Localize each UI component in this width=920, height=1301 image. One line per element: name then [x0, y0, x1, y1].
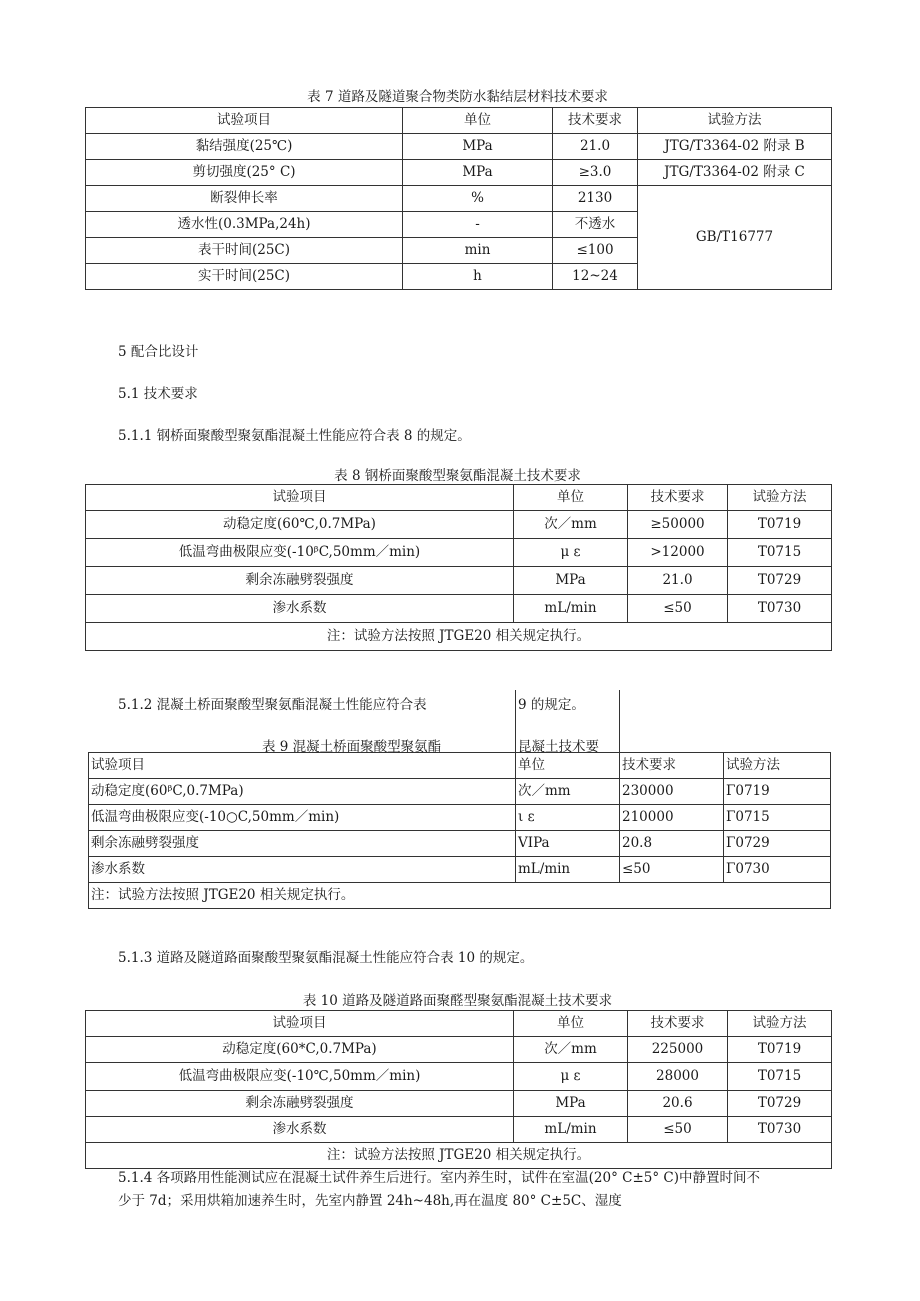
table-header-row	[86, 108, 832, 134]
table-cell: 黏结强度(25℃)	[86, 134, 403, 160]
table8	[85, 484, 832, 651]
header-cell: 试验方法	[724, 753, 831, 779]
paragraph-513: 5.1.3 道路及隧道路面聚酸型聚氨酯混凝土性能应符合表 10 的规定。	[118, 950, 534, 966]
paragraph-512-continuation: 9 的规定。	[518, 697, 585, 713]
table-cell: 剪切强度(25° C)	[86, 160, 403, 186]
table-cell: T0729	[728, 1091, 832, 1117]
table-cell: %	[403, 186, 553, 212]
table-row	[86, 1063, 832, 1091]
table-cell: 次／mm	[514, 511, 628, 539]
header-cell: 试验项目	[86, 108, 403, 134]
table-cell: >12000	[628, 539, 728, 567]
table-cell: 28000	[628, 1063, 728, 1091]
table-cell: 透水性(0.3MPa,24h)	[86, 212, 403, 238]
table-row	[89, 831, 831, 857]
table-row	[86, 567, 832, 595]
table-cell: T0715	[728, 1063, 832, 1091]
table-note: 注：试验方法按照 JTGE20 相关规定执行。	[86, 623, 832, 651]
header-cell: 试验方法	[728, 1011, 832, 1037]
table-cell: 动稳定度(60℃,0.7MPa)	[86, 511, 514, 539]
table8-caption: 表 8 钢桥面聚酸型聚氨酯混凝土技术要求	[334, 468, 581, 484]
table-row	[86, 1037, 832, 1063]
section-heading: 5 配合比设计	[118, 344, 199, 360]
paragraph-512: 5.1.2 混凝土桥面聚酸型聚氨酯混凝土性能应符合表	[118, 697, 427, 713]
table-row	[86, 539, 832, 567]
table-cell: ≤50	[628, 595, 728, 623]
table-cell: ≥3.0	[553, 160, 638, 186]
header-cell: 单位	[403, 108, 553, 134]
table-row	[86, 1091, 832, 1117]
table-cell: Γ0730	[724, 857, 831, 883]
table-cell: ι ε	[516, 805, 620, 831]
table-cell: 21.0	[553, 134, 638, 160]
header-cell: 单位	[514, 1011, 628, 1037]
table-cell: μ ε	[514, 1063, 628, 1091]
table-note-row	[86, 1143, 832, 1169]
header-cell: 技术要求	[620, 753, 724, 779]
table-cell: ≤50	[620, 857, 724, 883]
table-row	[86, 160, 832, 186]
table-cell: VIPa	[516, 831, 620, 857]
table-header-row	[86, 1011, 832, 1037]
table-cell: Γ0729	[724, 831, 831, 857]
table-cell: 剩余冻融劈裂强度	[86, 567, 514, 595]
table-row	[86, 186, 832, 212]
table-cell: T0730	[728, 595, 832, 623]
header-cell: 试验项目	[86, 1011, 514, 1037]
table-cell: 低温弯曲极限应变(-10℃,50mm／min)	[86, 1063, 514, 1091]
header-cell: 单位	[516, 753, 620, 779]
table-cell: min	[403, 238, 553, 264]
table-note: 注：试验方法按照 JTGE20 相关规定执行。	[86, 1143, 832, 1169]
table-cell: T0730	[728, 1117, 832, 1143]
table-cell: 渗水系数	[89, 857, 516, 883]
table-cell: T0719	[728, 511, 832, 539]
table-row	[86, 1117, 832, 1143]
table-cell: T0719	[728, 1037, 832, 1063]
table-cell: 动稳定度(60*C,0.7MPa)	[86, 1037, 514, 1063]
table-header-row	[89, 753, 831, 779]
table-cell: -	[403, 212, 553, 238]
table9-caption-continuation: 昆凝土技术要	[518, 739, 599, 755]
table-cell: 渗水系数	[86, 1117, 514, 1143]
table-cell: 实干时间(25C)	[86, 264, 403, 290]
header-cell: 试验项目	[89, 753, 516, 779]
table-row	[86, 595, 832, 623]
table-cell: ≤50	[628, 1117, 728, 1143]
table-cell: h	[403, 264, 553, 290]
table-cell: mL/min	[516, 857, 620, 883]
table-cell: mL/min	[514, 1117, 628, 1143]
table-cell: 剩余冻融劈裂强度	[86, 1091, 514, 1117]
table-cell: T0715	[728, 539, 832, 567]
paragraph-511: 5.1.1 钢桥面聚酸型聚氨酯混凝土性能应符合表 8 的规定。	[118, 428, 471, 444]
table10-caption: 表 10 道路及隧道路面聚醛型聚氨酯混凝土技术要求	[302, 993, 613, 1009]
table-cell: MPa	[403, 134, 553, 160]
table-cell: 230000	[620, 779, 724, 805]
table-cell: 表干时间(25C)	[86, 238, 403, 264]
table-cell: 低温弯曲极限应变(-10ᵝC,50mm／min)	[86, 539, 514, 567]
stray-vertical-line	[619, 690, 620, 752]
table-row	[86, 134, 832, 160]
table-row	[89, 805, 831, 831]
header-cell: 技术要求	[628, 1011, 728, 1037]
table-cell: 21.0	[628, 567, 728, 595]
table-cell: MPa	[514, 567, 628, 595]
table-row	[89, 857, 831, 883]
table-cell: Γ0715	[724, 805, 831, 831]
table-cell: 断裂伸长率	[86, 186, 403, 212]
header-cell: 试验方法	[638, 108, 832, 134]
table-cell: JTG/T3364-02 附录 C	[638, 160, 832, 186]
table-cell-merged: GB/T16777	[638, 186, 832, 290]
header-cell: 技术要求	[553, 108, 638, 134]
subsection-heading: 5.1 技术要求	[118, 386, 198, 402]
table-note: 注：试验方法按照 JTGE20 相关规定执行。	[89, 883, 831, 909]
table-cell: 210000	[620, 805, 724, 831]
table9	[88, 752, 831, 909]
table-cell: T0729	[728, 567, 832, 595]
table-cell: 低温弯曲极限应变(-10○C,50mm／min)	[89, 805, 516, 831]
table-cell: 20.8	[620, 831, 724, 857]
table-header-row	[86, 485, 832, 511]
table-cell: μ ε	[514, 539, 628, 567]
table-cell: ≤100	[553, 238, 638, 264]
table-cell: MPa	[403, 160, 553, 186]
table-row	[86, 511, 832, 539]
table-cell: ≥50000	[628, 511, 728, 539]
table-cell: mL/min	[514, 595, 628, 623]
stray-vertical-line	[515, 690, 516, 752]
table-note-row	[89, 883, 831, 909]
table-cell: 次／mm	[516, 779, 620, 805]
table7	[85, 107, 832, 290]
table10	[85, 1010, 832, 1169]
table-cell: Γ0719	[724, 779, 831, 805]
header-cell: 试验方法	[728, 485, 832, 511]
table-cell: 不透水	[553, 212, 638, 238]
table-cell: 动稳定度(60ᵝC,0.7MPa)	[89, 779, 516, 805]
header-cell: 技术要求	[628, 485, 728, 511]
table-cell: 剩余冻融劈裂强度	[89, 831, 516, 857]
paragraph-514-line2: 少于 7d；采用烘箱加速养生时，先室内静置 24h~48h,再在温度 80° C±5C、湿度	[118, 1193, 622, 1209]
paragraph-514-line1: 5.1.4 各项路用性能测试应在混凝土试件养生后进行。室内养生时，试件在室温(20° C±5° C)中静置时间不	[118, 1170, 760, 1186]
table-cell: MPa	[514, 1091, 628, 1117]
table-note-row	[86, 623, 832, 651]
table-cell: 12~24	[553, 264, 638, 290]
table-cell: 次／mm	[514, 1037, 628, 1063]
table-cell: 225000	[628, 1037, 728, 1063]
table-cell: 20.6	[628, 1091, 728, 1117]
table7-caption: 表 7 道路及隧道聚合物类防水黏结层材料技术要求	[307, 89, 608, 105]
table9-caption: 表 9 混凝土桥面聚酸型聚氨酯	[262, 739, 442, 755]
header-cell: 单位	[514, 485, 628, 511]
table-cell: 渗水系数	[86, 595, 514, 623]
table-cell: JTG/T3364-02 附录 B	[638, 134, 832, 160]
header-cell: 试验项目	[86, 485, 514, 511]
table-cell: 2130	[553, 186, 638, 212]
table-row	[89, 779, 831, 805]
